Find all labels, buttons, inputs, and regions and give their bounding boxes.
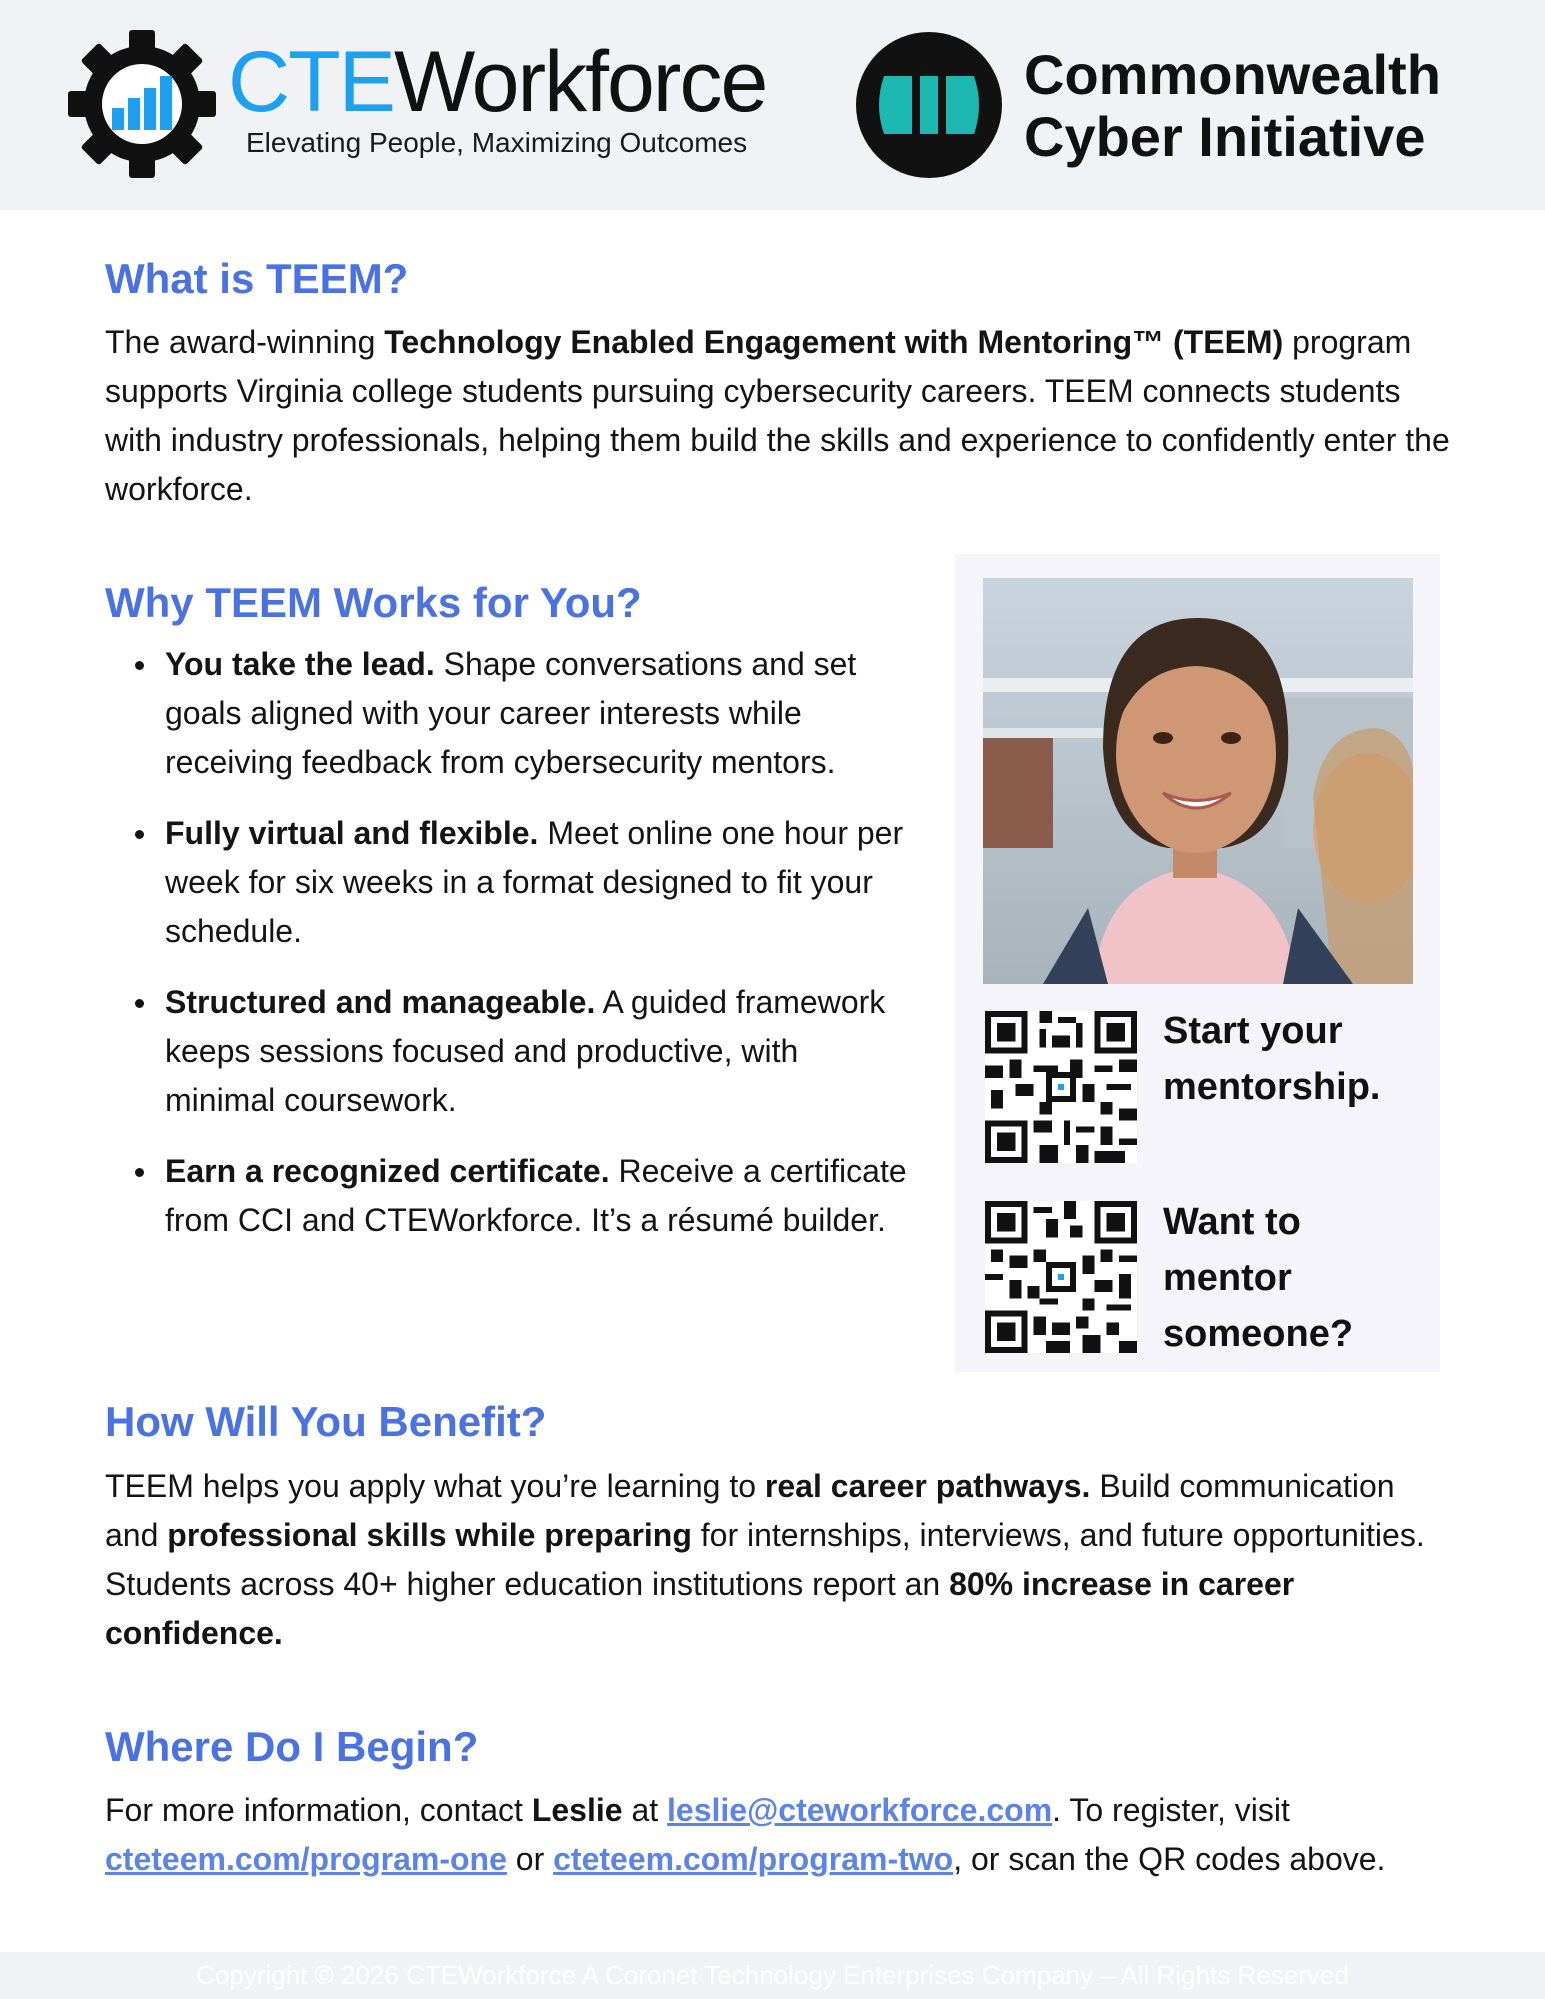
gear-bar-chart-icon: [68, 30, 216, 178]
program-one-link[interactable]: cteteem.com/program-one: [105, 1841, 507, 1877]
what-heading: What is TEEM?: [105, 255, 409, 302]
cte-logo-tagline: Elevating People, Maximizing Outcomes: [246, 127, 748, 158]
what-body: program supports Virginia college students pursuing cybersecurity careers. TEEM connects students with industry professionals, helping them build the skills and experience to confidently enter the workforce.: [105, 324, 1450, 507]
begin-heading: Where Do I Begin?: [105, 1723, 479, 1770]
email-link[interactable]: leslie@cteworkforce.com: [667, 1792, 1053, 1828]
footer-copyright: Copyright © 2026 CTEWorkforce A Coronet Technology Enterprises Company – All Rights Reserved: [196, 1960, 1349, 1990]
cci-logo-name: [1024, 44, 1441, 168]
contact-name: Leslie: [531, 1792, 623, 1828]
begin-text-1: For more information, contact: [105, 1792, 532, 1828]
why-bullet-text: Receive a certificate from CCI and CTEWorkforce. It’s a résumé builder.: [165, 1153, 907, 1238]
page-footer: [0, 1952, 1545, 1999]
why-bullet-text: Meet online one hour per week for six weeks in a format designed to fit your schedule.: [165, 815, 904, 949]
why-bullet-item: [115, 640, 915, 787]
qr-mentor-line3: someone?: [1163, 1313, 1354, 1355]
what-paragraph: [105, 318, 1455, 514]
cci-circle-logo-icon: [856, 32, 1002, 178]
cci-logo-line1: Commonwealth: [1024, 43, 1441, 106]
why-bullet-lead: Earn a recognized certificate.: [165, 1153, 610, 1189]
why-bullet-item: [115, 978, 915, 1125]
why-bullet-lead: Structured and manageable.: [165, 984, 596, 1020]
qr-code-icon[interactable]: [985, 1201, 1137, 1353]
why-bullet-text: A guided framework keeps sessions focused and productive, with minimal coursework.: [165, 984, 886, 1118]
benefit-bold-3: 80% increase in career confidence.: [105, 1566, 1295, 1651]
student-photo-icon: [983, 578, 1413, 984]
benefit-text-3: for internships, interviews, and future opportunities. Students across 40+ higher education institutions report an: [105, 1517, 1425, 1602]
cte-logo-title: [228, 34, 766, 130]
page-header: [0, 0, 1545, 210]
benefit-paragraph: [105, 1462, 1455, 1658]
benefit-bold-1: real career pathways.: [764, 1468, 1091, 1504]
why-bullet-lead: You take the lead.: [165, 646, 435, 682]
cte-logo-title-part2: Workforce: [394, 34, 767, 130]
qr-mentor-line1: Want to: [1163, 1201, 1301, 1243]
why-bullet-item: [115, 809, 915, 956]
qr-start-line1: Start your: [1163, 1010, 1343, 1052]
what-intro: The award-winning: [105, 324, 385, 360]
qr-mentor-line2: mentor: [1163, 1257, 1292, 1299]
begin-text-4: or: [506, 1841, 554, 1877]
begin-text-2: at: [622, 1792, 668, 1828]
qr-mentor-label: [1163, 1194, 1353, 1362]
why-bullet-list: [115, 640, 915, 1267]
benefit-text-1: TEEM helps you apply what you’re learning to: [105, 1468, 765, 1504]
program-two-link[interactable]: cteteem.com/program-two: [553, 1841, 954, 1877]
why-bullet-lead: Fully virtual and flexible.: [165, 815, 539, 851]
benefit-bold-2: professional skills while preparing: [167, 1517, 692, 1553]
cci-logo-line2: Cyber Initiative: [1024, 105, 1426, 168]
why-bullet-item: [115, 1147, 915, 1245]
why-bullet-text: Shape conversations and set goals aligned with your career interests while receiving feedback from cybersecurity mentors.: [165, 646, 857, 780]
begin-text-5: , or scan the QR codes above.: [953, 1841, 1386, 1877]
begin-text-3: . To register, visit: [1052, 1792, 1290, 1828]
benefit-heading: How Will You Benefit?: [105, 1398, 547, 1445]
qr-start-label: [1163, 1003, 1380, 1115]
qr-start-line2: mentorship.: [1163, 1066, 1381, 1108]
qr-code-icon[interactable]: [985, 1011, 1137, 1163]
benefit-text-2: Build communication and: [105, 1468, 1395, 1553]
cte-logo-title-part1: CTE: [228, 34, 394, 130]
begin-paragraph: [105, 1786, 1455, 1884]
what-program-name: Technology Enabled Engagement with Mentoring™ (TEEM): [384, 324, 1284, 360]
why-heading: Why TEEM Works for You?: [105, 579, 642, 626]
